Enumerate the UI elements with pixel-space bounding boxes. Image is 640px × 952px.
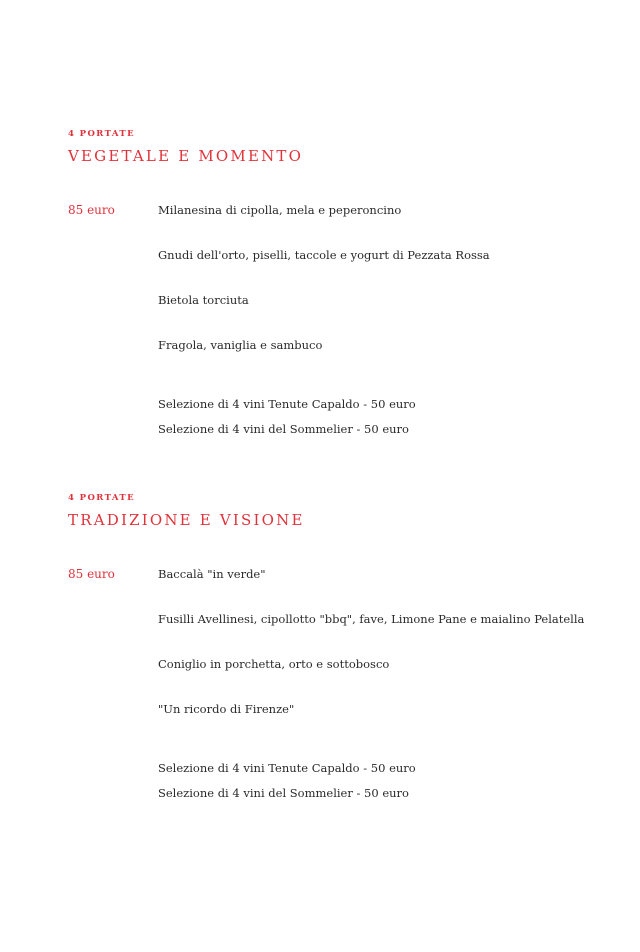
- dish-item: "Un ricordo di Firenze": [158, 702, 295, 716]
- menu-title: TRADIZIONE E VISIONE: [68, 511, 305, 529]
- dish-list: [158, 566, 584, 746]
- wine-pairing-list: [158, 396, 416, 446]
- wine-pairing-list: [158, 760, 416, 810]
- dish-item: Bietola torciuta: [158, 293, 249, 307]
- menu-price: 85 euro: [68, 203, 115, 217]
- courses-label: 4 PORTATE: [68, 129, 135, 139]
- dish-item: Milanesina di cipolla, mela e peperoncino: [158, 203, 402, 217]
- wine-pairing-item: Selezione di 4 vini del Sommelier - 50 euro: [158, 786, 409, 800]
- courses-label: 4 PORTATE: [68, 493, 135, 503]
- dish-item: Baccalà "in verde": [158, 567, 266, 581]
- dish-item: Gnudi dell'orto, piselli, taccole e yogurt di Pezzata Rossa: [158, 248, 490, 262]
- menu-title: VEGETALE E MOMENTO: [68, 147, 304, 165]
- dish-item: Coniglio in porchetta, orto e sottobosco: [158, 657, 390, 671]
- wine-pairing-item: Selezione di 4 vini Tenute Capaldo - 50 euro: [158, 761, 416, 775]
- wine-pairing-item: Selezione di 4 vini del Sommelier - 50 euro: [158, 422, 409, 436]
- wine-pairing-item: Selezione di 4 vini Tenute Capaldo - 50 euro: [158, 397, 416, 411]
- menu-section-tradizione: [68, 492, 628, 800]
- dish-list: [158, 202, 490, 382]
- menu-price: 85 euro: [68, 567, 115, 581]
- menu-section-vegetale: [68, 128, 628, 436]
- dish-item: Fragola, vaniglia e sambuco: [158, 338, 323, 352]
- dish-item: Fusilli Avellinesi, cipollotto "bbq", fave, Limone Pane e maialino Pelatella: [158, 612, 585, 626]
